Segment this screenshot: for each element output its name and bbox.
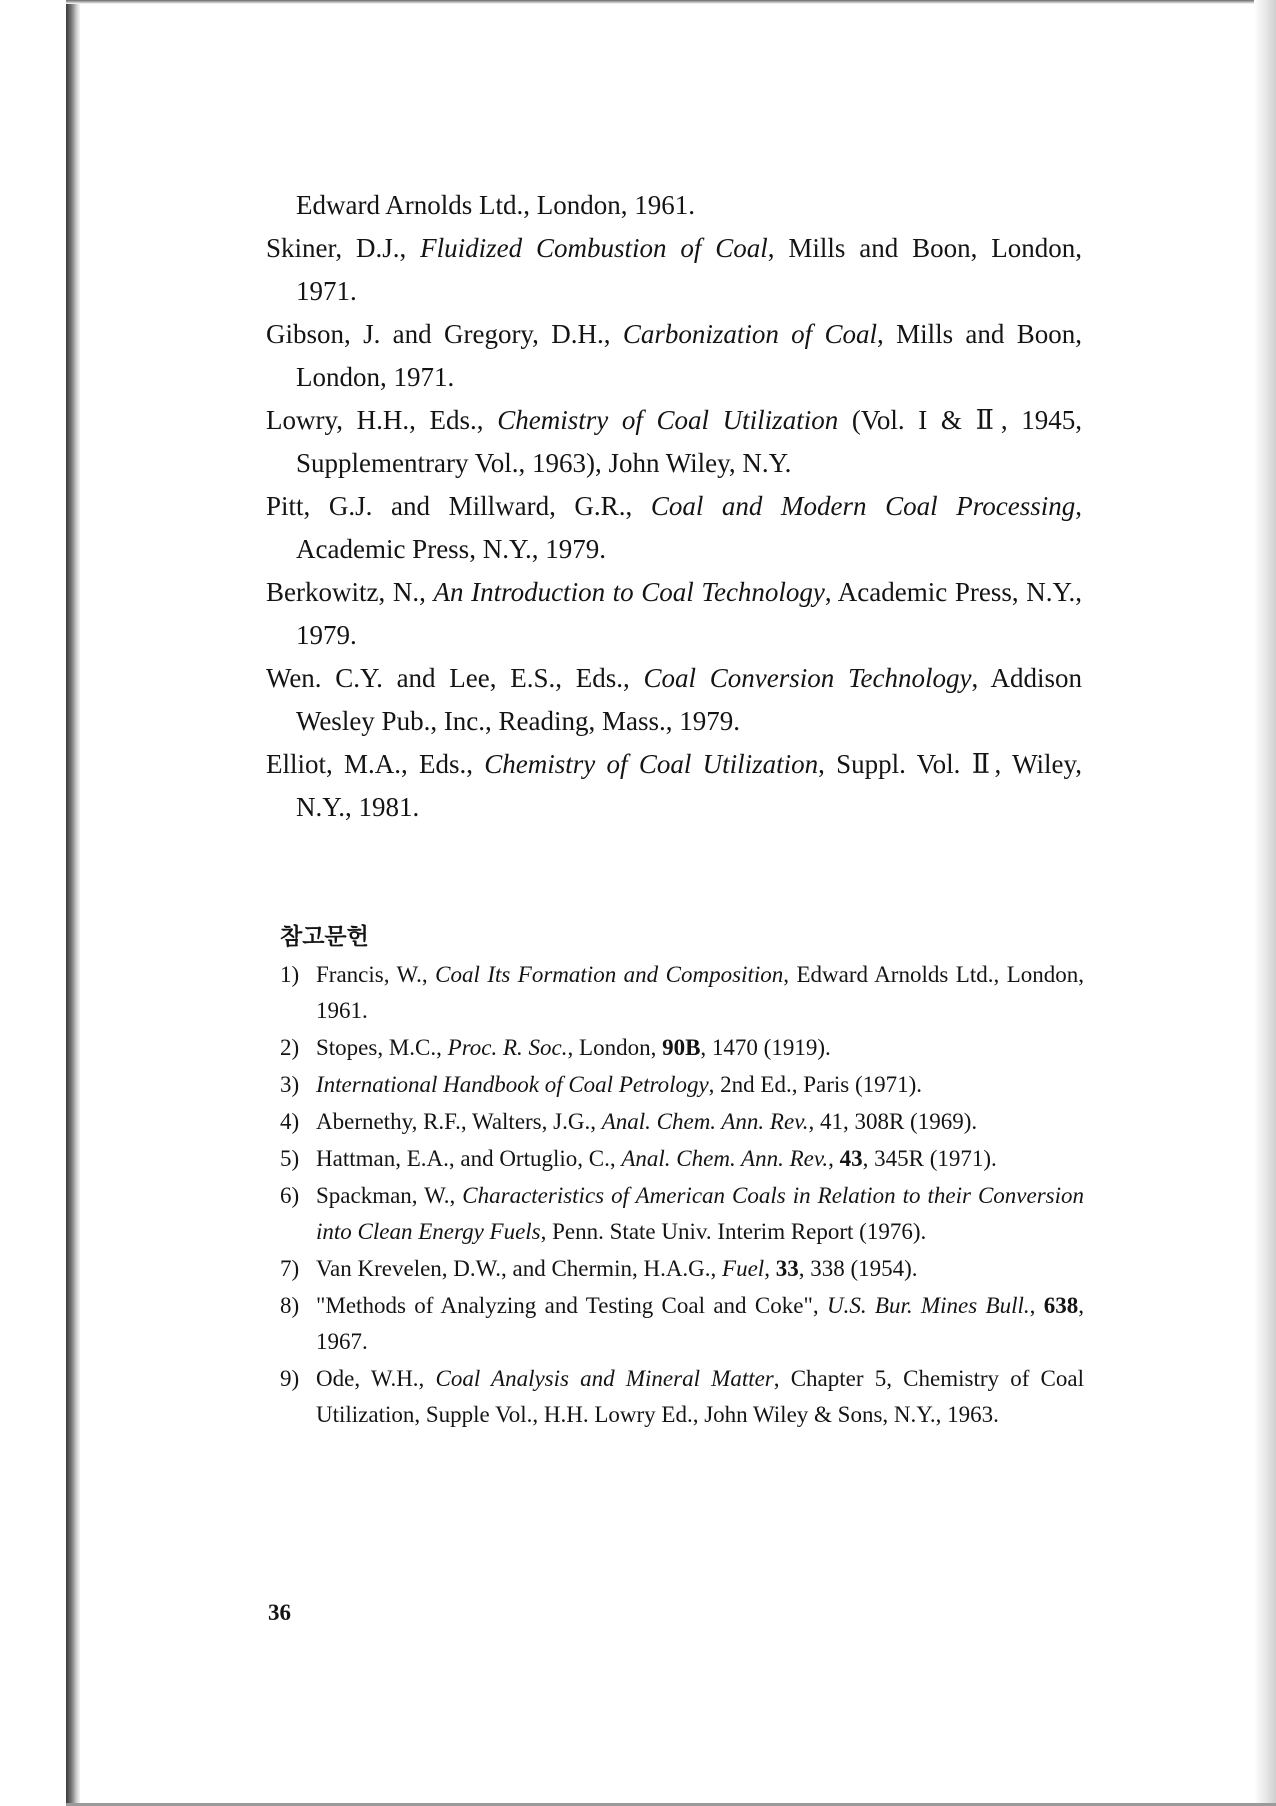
- volume-number: 90B: [662, 1035, 701, 1060]
- reference-entry: [266, 571, 1082, 657]
- reference-title: Carbonization of Coal: [622, 319, 878, 349]
- reference-text: Elliot, M.A., Eds.,: [266, 749, 485, 779]
- reference-text: Spackman, W.,: [316, 1183, 463, 1208]
- reference-body: [316, 1067, 1084, 1103]
- reference-text: Pitt, G.J. and Millward, G.R.,: [266, 491, 651, 521]
- reference-text: Ode, W.H.,: [316, 1366, 436, 1391]
- reference-text: Gibson, J. and Gregory, D.H.,: [266, 319, 623, 349]
- reference-body: [316, 957, 1084, 1029]
- reference-number: 6): [280, 1183, 300, 1208]
- reference-number: 7): [280, 1256, 300, 1281]
- numbered-reference: [280, 1178, 1084, 1250]
- reference-text: ,: [828, 1146, 840, 1171]
- numbered-reference: [280, 1288, 1084, 1360]
- page-right-shadow: [1254, 0, 1276, 1806]
- english-reference-list: [266, 184, 1082, 829]
- reference-text: , 1967.: [316, 1293, 1084, 1354]
- reference-number: 9): [280, 1366, 300, 1391]
- reference-title: Coal and Modern Coal Processing: [650, 491, 1076, 521]
- reference-title: Fuel: [722, 1256, 765, 1281]
- reference-text: , Penn. State Univ. Interim Report (1976).: [540, 1219, 927, 1244]
- volume-number: 33: [775, 1256, 799, 1281]
- numbered-reference: [280, 957, 1084, 1029]
- reference-text: , 345R (1971).: [862, 1146, 997, 1171]
- reference-text: Lowry, H.H., Eds.,: [266, 405, 498, 435]
- reference-title: Chemistry of Coal Utilization: [484, 749, 819, 779]
- reference-body: [316, 1030, 1084, 1066]
- numbered-reference: [280, 1361, 1084, 1433]
- reference-title: Coal Conversion Technology: [643, 663, 972, 693]
- reference-text: Berkowitz, N.,: [266, 577, 434, 607]
- reference-text: Abernethy, R.F., Walters, J.G.,: [316, 1109, 602, 1134]
- reference-text: , Suppl. Vol. Ⅱ, Wiley, N.Y., 1981.: [296, 749, 1082, 822]
- reference-number: 4): [280, 1109, 300, 1134]
- reference-text: ,: [764, 1256, 776, 1281]
- reference-text: Stopes, M.C.,: [316, 1035, 448, 1060]
- reference-title: Proc. R. Soc.: [447, 1035, 568, 1060]
- reference-title: Chemistry of Coal Utilization: [497, 405, 839, 435]
- reference-text: , 1470 (1919).: [700, 1035, 831, 1060]
- reference-text: (Vol. I & Ⅱ, 1945, Supplementrary Vol., 1963), John Wiley, N.Y.: [296, 405, 1082, 478]
- volume-number: 43: [839, 1146, 863, 1171]
- reference-text: "Methods of Analyzing and Testing Coal and Coke",: [316, 1293, 827, 1318]
- reference-text: Edward Arnolds Ltd., London, 1961.: [296, 190, 695, 220]
- reference-text: Van Krevelen, D.W., and Chermin, H.A.G.,: [316, 1256, 723, 1281]
- numbered-reference: [280, 1251, 1084, 1287]
- reference-title: Coal Analysis and Mineral Matter: [435, 1366, 774, 1391]
- numbered-reference: [280, 1104, 1084, 1140]
- reference-title: Anal. Chem. Ann. Rev.: [601, 1109, 809, 1134]
- book-spine-shadow: [66, 0, 80, 1806]
- reference-text: Skiner, D.J.,: [266, 233, 421, 263]
- volume-number: 638: [1043, 1293, 1079, 1318]
- reference-text: , 2nd Ed., Paris (1971).: [708, 1072, 923, 1097]
- reference-text: , Academic Press, N.Y., 1979.: [296, 577, 1082, 650]
- reference-text: , London,: [567, 1035, 663, 1060]
- reference-title: International Handbook of Coal Petrology: [316, 1072, 709, 1097]
- reference-text: , 41, 308R (1969).: [808, 1109, 978, 1134]
- reference-title: Coal Its Formation and Composition: [435, 962, 784, 987]
- reference-entry: [266, 399, 1082, 485]
- reference-text: , 338 (1954).: [798, 1256, 918, 1281]
- reference-title: Fluidized Combustion of Coal: [420, 233, 768, 263]
- reference-text: , Mills and Boon, London, 1971.: [296, 233, 1082, 306]
- reference-number: 3): [280, 1072, 300, 1097]
- korean-reference-section: [280, 918, 1084, 1434]
- reference-number: 5): [280, 1146, 300, 1171]
- reference-text: ,: [1029, 1293, 1044, 1318]
- reference-text: , Academic Press, N.Y., 1979.: [296, 491, 1082, 564]
- reference-text: Francis, W.,: [316, 962, 436, 987]
- reference-number: 1): [280, 962, 300, 987]
- page-top-edge: [66, 0, 1276, 4]
- reference-body: [316, 1251, 1084, 1287]
- reference-body: [316, 1104, 1084, 1140]
- reference-body: [316, 1361, 1084, 1433]
- reference-title: U.S. Bur. Mines Bull.: [826, 1293, 1030, 1318]
- reference-text: , Edward Arnolds Ltd., London, 1961.: [316, 962, 1085, 1023]
- references-heading: 참고문헌: [280, 924, 369, 950]
- reference-text: , Addison Wesley Pub., Inc., Reading, Mass., 1979.: [296, 663, 1082, 736]
- reference-body: [316, 1141, 1084, 1177]
- reference-entry: [266, 184, 1082, 227]
- reference-text: Wen. C.Y. and Lee, E.S., Eds.,: [266, 663, 644, 693]
- page-number: 36: [268, 1600, 291, 1625]
- reference-number: 8): [280, 1293, 300, 1318]
- reference-entry: [266, 657, 1082, 743]
- reference-title: Anal. Chem. Ann. Rev.: [621, 1146, 829, 1171]
- reference-entry: [266, 485, 1082, 571]
- reference-text: Hattman, E.A., and Ortuglio, C.,: [316, 1146, 622, 1171]
- numbered-reference: [280, 1067, 1084, 1103]
- reference-entry: [266, 313, 1082, 399]
- reference-entry: [266, 743, 1082, 829]
- reference-title: Characteristics of American Coals in Relation to their Conversion into Clean Energy Fuels: [316, 1183, 1084, 1244]
- numbered-reference: [280, 1030, 1084, 1066]
- reference-text: , Chapter 5, Chemistry of Coal Utilization, Supple Vol., H.H. Lowry Ed., John Wiley & Sons, N.Y., 1963.: [316, 1366, 1084, 1427]
- reference-body: [316, 1178, 1084, 1250]
- numbered-reference: [280, 1141, 1084, 1177]
- reference-text: , Mills and Boon, London, 1971.: [296, 319, 1082, 392]
- reference-body: [316, 1288, 1084, 1360]
- reference-entry: [266, 227, 1082, 313]
- reference-title: An Introduction to Coal Technology: [433, 577, 825, 607]
- reference-number: 2): [280, 1035, 300, 1060]
- numbered-reference-list: [280, 957, 1084, 1433]
